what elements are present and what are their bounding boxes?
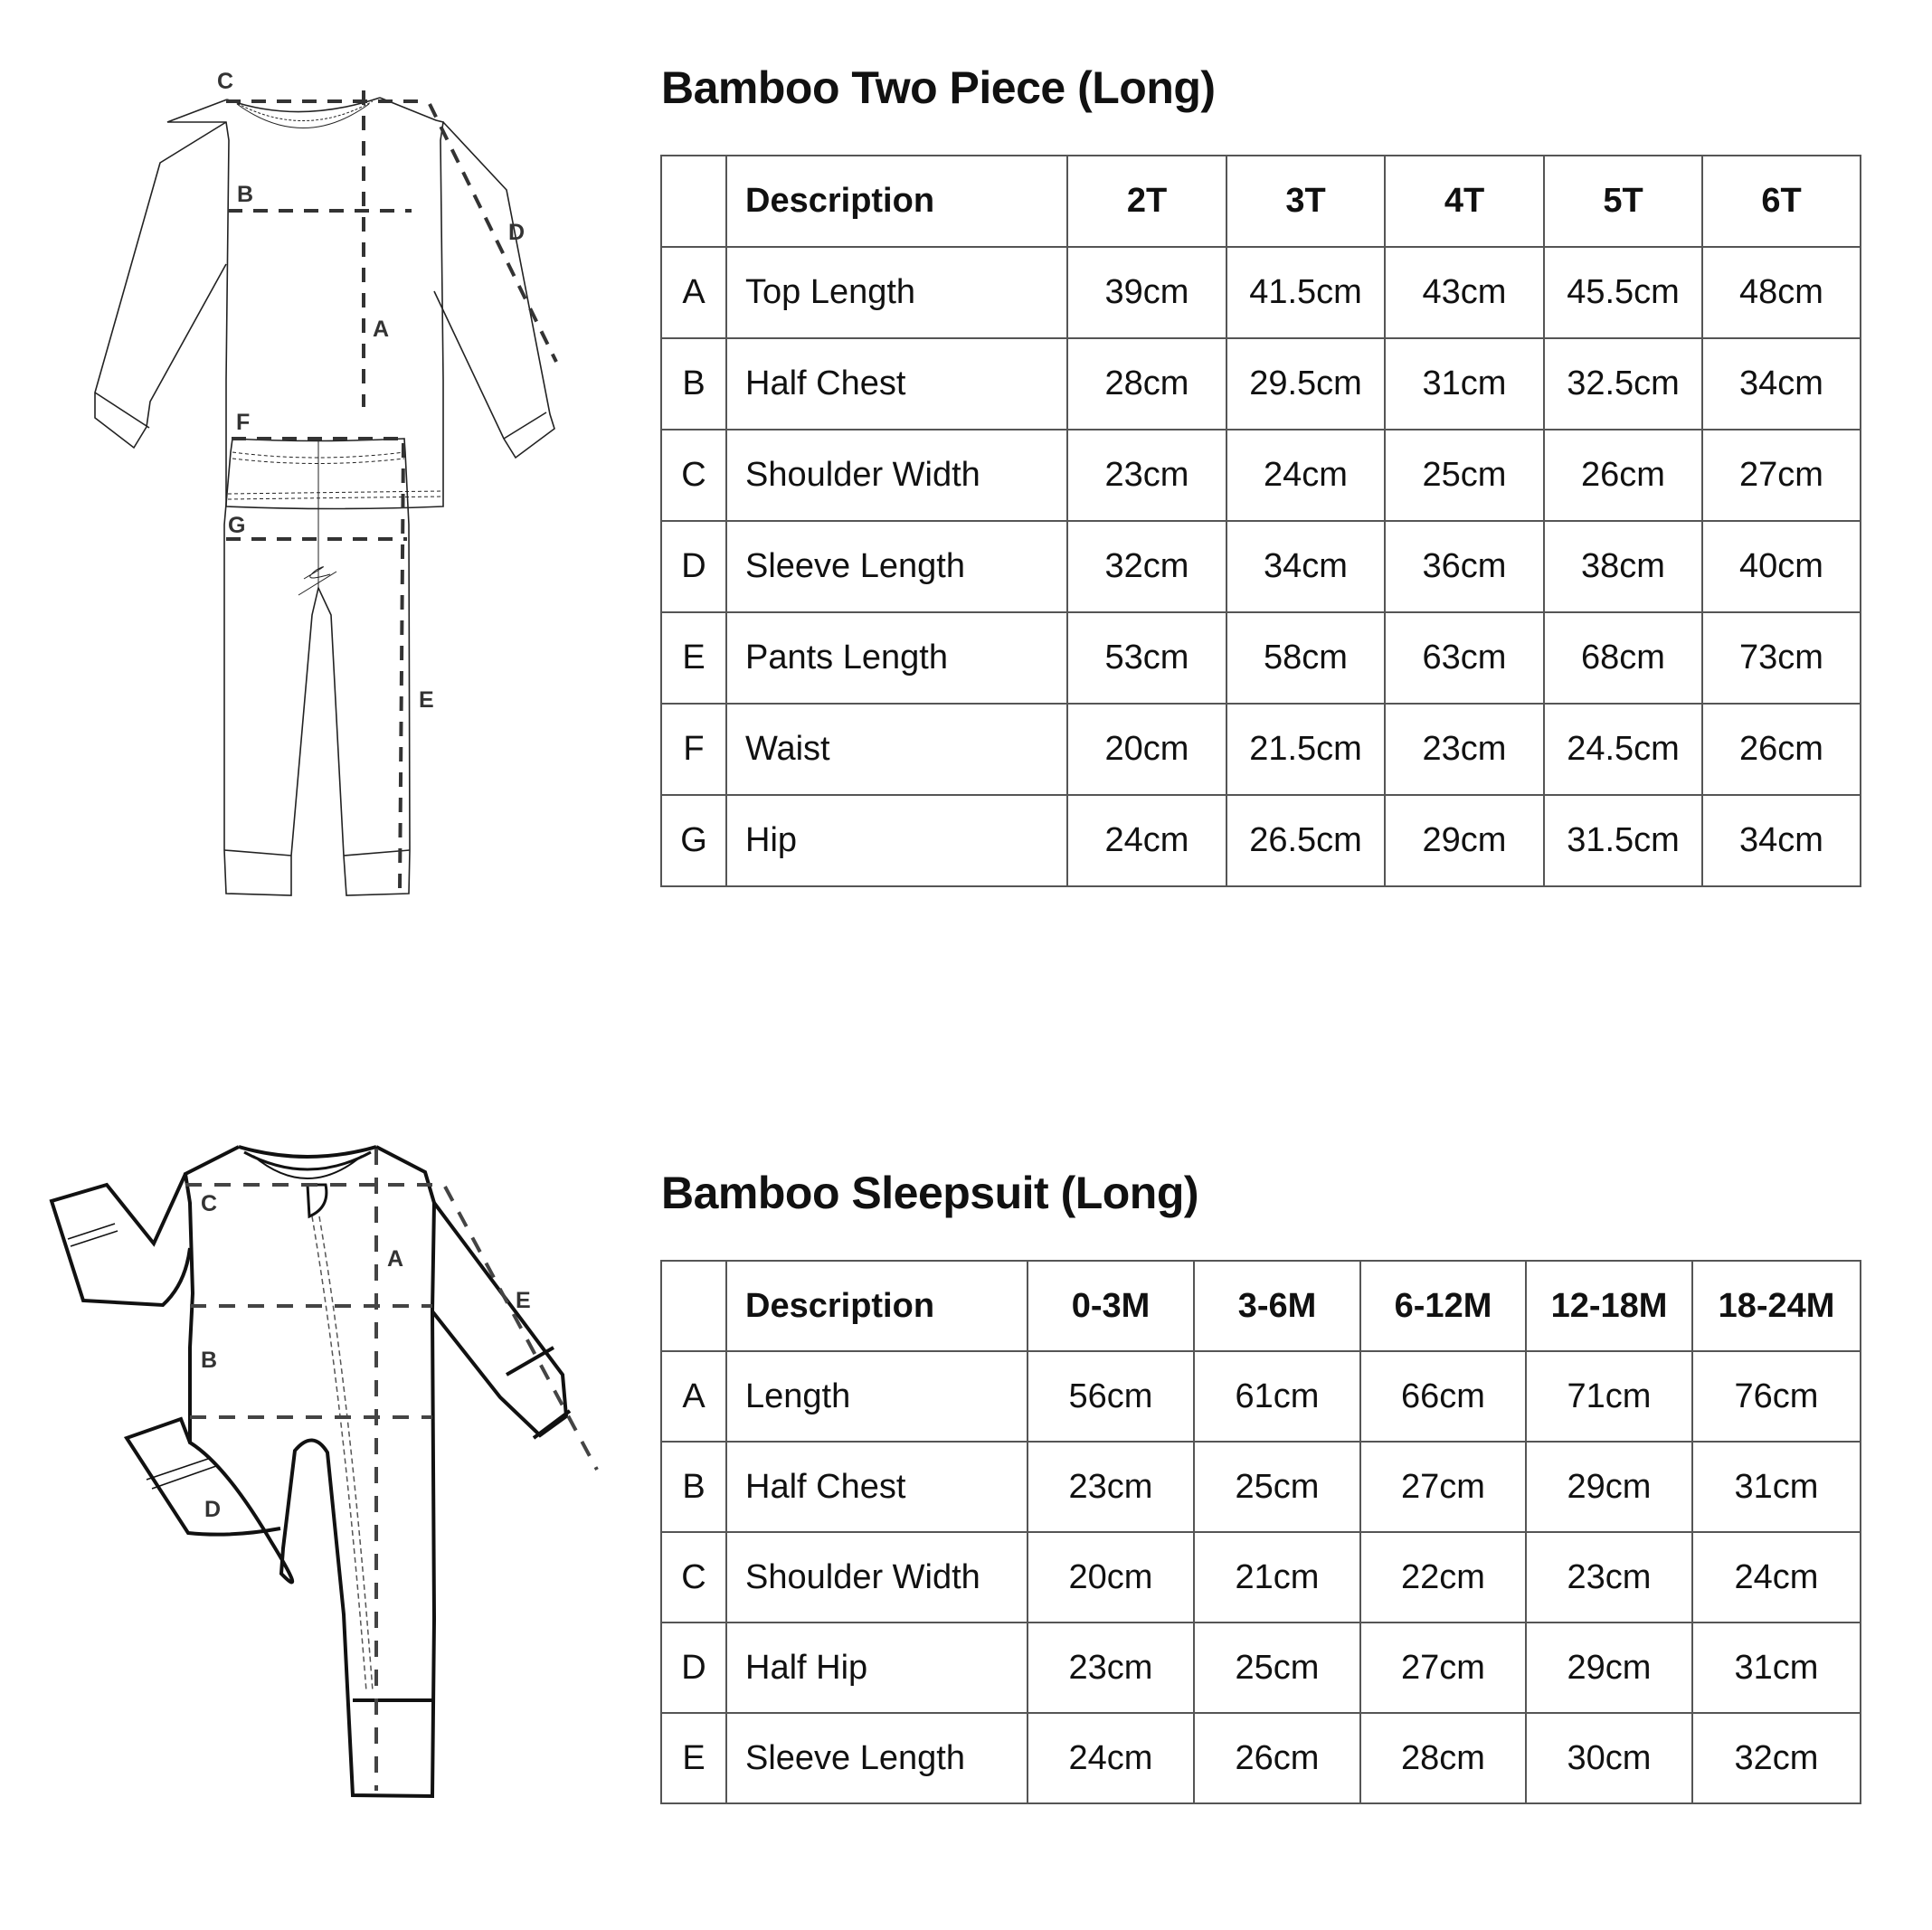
row-code: D (661, 1623, 726, 1713)
header-cell-size: 4T (1385, 156, 1544, 247)
row-value: 20cm (1067, 704, 1226, 795)
diagram-label-a: A (387, 1246, 404, 1272)
header-cell-size: 6T (1702, 156, 1861, 247)
row-code: E (661, 612, 726, 704)
header-cell-size: 2T (1067, 156, 1226, 247)
table-row (661, 1623, 1861, 1713)
row-value: 21.5cm (1226, 704, 1385, 795)
row-value: 25cm (1194, 1623, 1360, 1713)
size-table-sleepsuit (660, 1260, 1861, 1804)
row-description: Hip (726, 795, 1067, 886)
row-value: 38cm (1544, 521, 1702, 612)
table-row (661, 1532, 1861, 1623)
row-code: B (661, 1442, 726, 1532)
row-value: 68cm (1544, 612, 1702, 704)
row-code: G (661, 795, 726, 886)
diagram-label-g: G (228, 513, 246, 538)
row-code: C (661, 1532, 726, 1623)
row-code: E (661, 1713, 726, 1803)
row-value: 23cm (1067, 430, 1226, 521)
section-title-sleepsuit: Bamboo Sleepsuit (Long) (661, 1168, 1199, 1218)
table-row (661, 612, 1861, 704)
table-header-row (661, 156, 1861, 247)
row-value: 29.5cm (1226, 338, 1385, 430)
row-value: 32cm (1692, 1713, 1861, 1803)
two-piece-diagram (0, 54, 633, 904)
header-cell-size: 3T (1226, 156, 1385, 247)
row-value: 23cm (1526, 1532, 1692, 1623)
row-value: 26.5cm (1226, 795, 1385, 886)
row-value: 27cm (1360, 1623, 1526, 1713)
row-value: 24cm (1028, 1713, 1194, 1803)
row-code: B (661, 338, 726, 430)
row-value: 32cm (1067, 521, 1226, 612)
row-code: A (661, 247, 726, 338)
row-value: 29cm (1385, 795, 1544, 886)
row-value: 63cm (1385, 612, 1544, 704)
row-value: 76cm (1692, 1351, 1861, 1442)
row-value: 73cm (1702, 612, 1861, 704)
row-value: 26cm (1544, 430, 1702, 521)
table-row (661, 704, 1861, 795)
measure-line-e (445, 1187, 597, 1470)
row-description: Shoulder Width (726, 1532, 1028, 1623)
row-value: 24cm (1226, 430, 1385, 521)
header-cell-size: 18-24M (1692, 1261, 1861, 1351)
row-value: 27cm (1702, 430, 1861, 521)
row-description: Shoulder Width (726, 430, 1067, 521)
diagram-label-d: D (204, 1497, 222, 1522)
header-cell-size: 0-3M (1028, 1261, 1194, 1351)
row-description: Half Chest (726, 338, 1067, 430)
row-value: 61cm (1194, 1351, 1360, 1442)
row-code: C (661, 430, 726, 521)
header-cell-description: Description (726, 156, 1067, 247)
row-value: 58cm (1226, 612, 1385, 704)
row-description: Half Chest (726, 1442, 1028, 1532)
table-row (661, 1442, 1861, 1532)
row-description: Sleeve Length (726, 1713, 1028, 1803)
row-value: 40cm (1702, 521, 1861, 612)
table-row (661, 430, 1861, 521)
row-value: 21cm (1194, 1532, 1360, 1623)
row-value: 20cm (1028, 1532, 1194, 1623)
header-cell-size: 5T (1544, 156, 1702, 247)
row-description: Sleeve Length (726, 521, 1067, 612)
row-code: A (661, 1351, 726, 1442)
row-value: 28cm (1360, 1713, 1526, 1803)
diagram-label-e: E (419, 687, 434, 713)
row-value: 39cm (1067, 247, 1226, 338)
header-cell-code (661, 1261, 726, 1351)
diagram-label-b: B (237, 182, 254, 207)
sleepsuit-diagram (0, 1131, 633, 1818)
row-description: Length (726, 1351, 1028, 1442)
table-row (661, 1713, 1861, 1803)
row-code: D (661, 521, 726, 612)
row-value: 23cm (1028, 1623, 1194, 1713)
measure-line-e (400, 443, 403, 891)
row-value: 31cm (1692, 1442, 1861, 1532)
row-value: 71cm (1526, 1351, 1692, 1442)
row-value: 56cm (1028, 1351, 1194, 1442)
header-cell-code (661, 156, 726, 247)
header-cell-size: 12-18M (1526, 1261, 1692, 1351)
diagram-label-c: C (201, 1191, 218, 1216)
row-value: 27cm (1360, 1442, 1526, 1532)
row-value: 29cm (1526, 1623, 1692, 1713)
row-value: 25cm (1194, 1442, 1360, 1532)
table-row (661, 1351, 1861, 1442)
row-value: 34cm (1226, 521, 1385, 612)
row-value: 36cm (1385, 521, 1544, 612)
table-header-row (661, 1261, 1861, 1351)
row-value: 45.5cm (1544, 247, 1702, 338)
row-code: F (661, 704, 726, 795)
diagram-label-b: B (201, 1348, 218, 1373)
row-value: 31.5cm (1544, 795, 1702, 886)
size-table-two-piece (660, 155, 1861, 887)
table-row (661, 521, 1861, 612)
header-cell-size: 3-6M (1194, 1261, 1360, 1351)
row-description: Pants Length (726, 612, 1067, 704)
diagram-label-a: A (373, 317, 390, 342)
diagram-label-d: D (508, 220, 526, 245)
header-cell-description: Description (726, 1261, 1028, 1351)
row-value: 43cm (1385, 247, 1544, 338)
diagram-label-f: F (236, 410, 251, 435)
row-value: 23cm (1385, 704, 1544, 795)
header-cell-size: 6-12M (1360, 1261, 1526, 1351)
table-row (661, 338, 1861, 430)
row-description: Half Hip (726, 1623, 1028, 1713)
row-value: 48cm (1702, 247, 1861, 338)
row-value: 26cm (1702, 704, 1861, 795)
row-value: 24cm (1067, 795, 1226, 886)
row-value: 30cm (1526, 1713, 1692, 1803)
row-value: 29cm (1526, 1442, 1692, 1532)
row-value: 41.5cm (1226, 247, 1385, 338)
row-value: 25cm (1385, 430, 1544, 521)
row-value: 31cm (1385, 338, 1544, 430)
row-description: Waist (726, 704, 1067, 795)
row-value: 22cm (1360, 1532, 1526, 1623)
row-value: 34cm (1702, 338, 1861, 430)
row-value: 24.5cm (1544, 704, 1702, 795)
table-row (661, 247, 1861, 338)
row-value: 53cm (1067, 612, 1226, 704)
diagram-label-c: C (217, 69, 234, 94)
row-description: Top Length (726, 247, 1067, 338)
row-value: 26cm (1194, 1713, 1360, 1803)
row-value: 66cm (1360, 1351, 1526, 1442)
row-value: 31cm (1692, 1623, 1861, 1713)
row-value: 28cm (1067, 338, 1226, 430)
row-value: 32.5cm (1544, 338, 1702, 430)
row-value: 23cm (1028, 1442, 1194, 1532)
row-value: 34cm (1702, 795, 1861, 886)
table-row (661, 795, 1861, 886)
diagram-label-e: E (516, 1288, 531, 1313)
row-value: 24cm (1692, 1532, 1861, 1623)
section-title-two-piece: Bamboo Two Piece (Long) (661, 62, 1216, 113)
